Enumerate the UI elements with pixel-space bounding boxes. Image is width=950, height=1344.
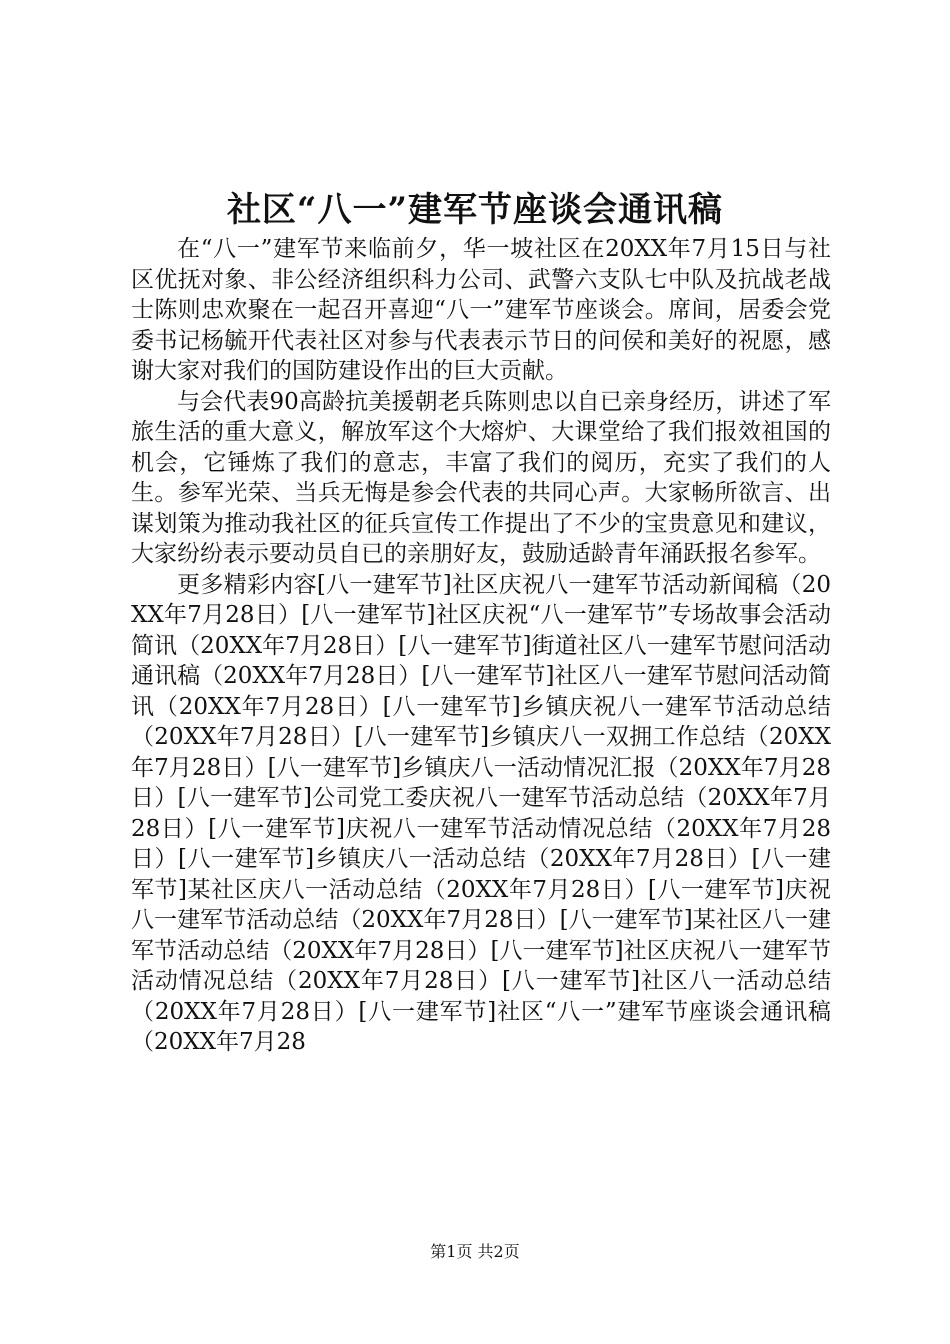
- paragraph-intro: 在“八一”建军节来临前夕，华一坡社区在20XX年7月15日与社区优抚对象、非公经济组织科力公司、武警六支队七中队及抗战老战士陈则忠欢聚在一起召开喜迎“八一”建军节座谈会。席间，居委会党委书记杨毓开代表社区对参与代表表示节日的问侯和美好的祝愿，感谢大家对我们的国防建设作出的巨大贡献。: [131, 236, 831, 384]
- page-number-footer: 第1页 共2页: [430, 1242, 520, 1261]
- paragraph-more-content: 更多精彩内容[八一建军节]社区庆祝八一建军节活动新闻稿（20XX年7月28日）[八一建军节]社区庆祝“八一建军节”专场故事会活动简讯（20XX年7月28日）[八一建军节]街道社区八一建军节慰问活动通讯稿（20XX年7月28日）[八一建军节]社区八一建军节慰问活动简讯（20XX年7月28日）[八一建军节]乡镇庆祝八一建军节活动总结（20XX年7月28日）[八一建军节]乡镇庆八一双拥工作总结（20XX年7月28日）[八一建军节]乡镇庆八一活动情况汇报（20XX年7月28日）[八一建军节]公司党工委庆祝八一建军节活动总结（20XX年7月28日）[八一建军节]庆祝八一建军节活动情况总结（20XX年7月28日）[八一建军节]乡镇庆八一活动总结（20XX年7月28日）[八一建军节]某社区庆八一活动总结（20XX年7月28日）[八一建军节]庆祝八一建军节活动总结（20XX年7月28日）[八一建军节]某社区八一建军节活动总结（20XX年7月28日）[八一建军节]社区庆祝八一建军节活动情况总结（20XX年7月28日）[八一建军节]社区八一活动总结（20XX年7月28日）[八一建军节]社区“八一”建军节座谈会通讯稿（20XX年7月28: [131, 571, 831, 1055]
- paragraph-veteran-speech: 与会代表90高龄抗美援朝老兵陈则忠以自已亲身经历，讲述了军旅生活的重大意义，解放军这个大熔炉、大课堂给了我们报效祖国的机会，它锤炼了我们的意志，丰富了我们的阅历，充实了我们的人生。参军光荣、当兵无悔是参会代表的共同心声。大家畅所欲言、出谋划策为推动我社区的征兵宣传工作提出了不少的宝贵意见和建议，大家纷纷表示要动员自已的亲朋好友，鼓励适龄青年涌跃报名参军。: [131, 388, 831, 567]
- document-body: [131, 234, 831, 1058]
- document-title: 社区“八一”建军节座谈会通讯稿: [226, 190, 724, 230]
